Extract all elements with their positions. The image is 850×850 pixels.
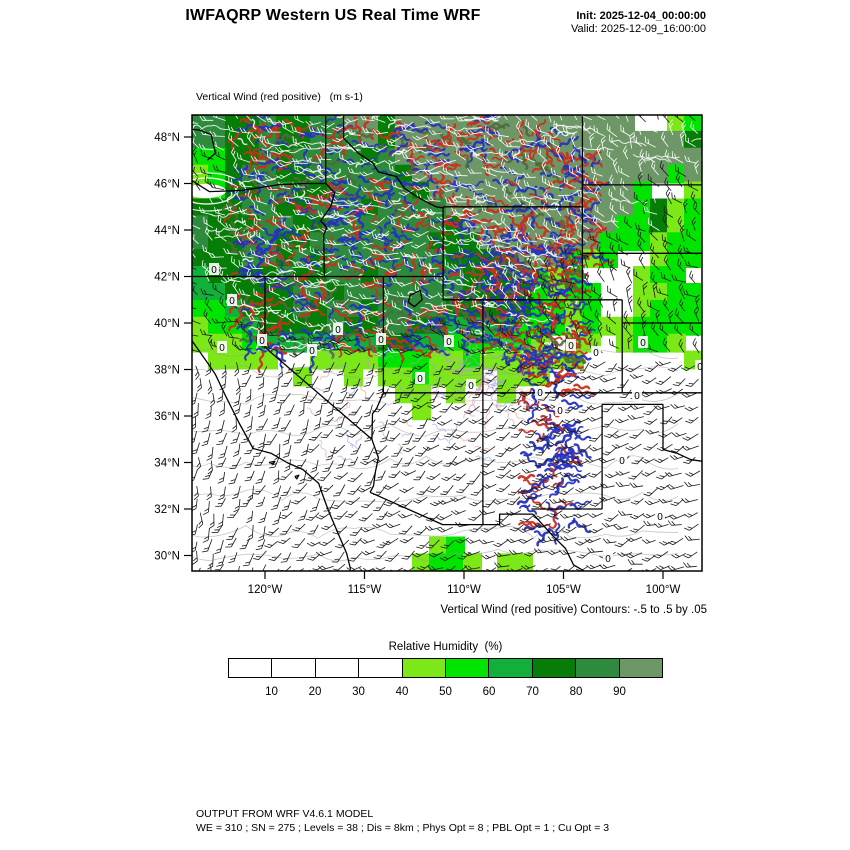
lat-tick-label: 48°N — [154, 132, 180, 144]
lon-tick-label: 115°W — [347, 584, 382, 596]
colorbar-tick-labels — [228, 686, 663, 700]
zero-label: 0 — [537, 388, 543, 399]
colorbar-tick-label: 10 — [265, 686, 278, 698]
colorbar-tick-label: 50 — [439, 686, 452, 698]
zero-label: 0 — [335, 325, 341, 336]
legend-line-vertical-wind: Vertical Wind (red positive) (m s-1) — [196, 91, 363, 103]
lat-tick-label: 36°N — [154, 411, 180, 423]
zero-label: 0 — [378, 335, 384, 346]
lon-tick-label: 120°W — [247, 584, 283, 596]
lat-tick-label: 34°N — [154, 457, 180, 470]
colorbar-segment — [575, 659, 618, 677]
lon-tick-label: 110°W — [447, 584, 481, 596]
colorbar-segment — [271, 659, 314, 677]
colorbar-segment — [619, 659, 662, 677]
zero-label: 0 — [468, 381, 474, 392]
page-title: IWFAQRP Western US Real Time WRF — [185, 7, 481, 24]
lat-tick-label: 40°N — [154, 318, 180, 330]
zero-label: 0 — [259, 336, 265, 347]
lat-tick-label: 38°N — [154, 364, 180, 377]
zero-label: 0 — [557, 406, 563, 417]
colorbar-title: Relative Humidity (%) — [388, 641, 503, 653]
zero-label: 0 — [657, 512, 663, 523]
zero-label: 0 — [309, 346, 315, 357]
colorbar-segment — [315, 659, 358, 677]
valid-time-label: Valid: 2025-12-09_16:00:00 — [571, 23, 706, 35]
zero-label: 0 — [446, 337, 452, 348]
colorbar — [228, 658, 663, 678]
colorbar-tick-label: 60 — [482, 686, 496, 698]
zero-label: 0 — [619, 456, 625, 467]
colorbar-segment — [402, 659, 445, 677]
colorbar-tick-label: 90 — [613, 686, 626, 698]
lat-tick-label: 44°N — [154, 225, 180, 237]
lon-tick-label: 100°W — [645, 584, 681, 596]
zero-label: 0 — [568, 341, 574, 352]
lat-tick-label: 42°N — [154, 271, 180, 284]
colorbar-segment — [488, 659, 531, 677]
zero-label: 0 — [593, 348, 599, 359]
zero-label: 0 — [211, 265, 217, 276]
zero-label: 0 — [219, 343, 225, 354]
colorbar-tick-label: 20 — [308, 686, 322, 698]
footer-model-line: OUTPUT FROM WRF V4.6.1 MODEL — [196, 808, 374, 820]
zero-label: 0 — [640, 338, 646, 349]
colorbar-tick-label: 80 — [569, 686, 583, 698]
zero-label: 0 — [697, 362, 703, 373]
colorbar-tick-label: 70 — [526, 686, 539, 698]
zero-label: 0 — [634, 391, 640, 402]
zero-label: 0 — [417, 374, 423, 385]
colorbar-tick-label: 40 — [395, 686, 409, 698]
colorbar-segment — [358, 659, 401, 677]
contour-range-caption: Vertical Wind (red positive) Contours: -.5 to .5 by .05 — [440, 604, 707, 616]
lat-tick-label: 46°N — [154, 178, 180, 191]
colorbar-tick-label: 30 — [352, 686, 365, 698]
lon-tick-label: 105°W — [546, 584, 581, 596]
zero-label: 0 — [229, 296, 235, 307]
colorbar-segment — [445, 659, 488, 677]
lat-tick-label: 30°N — [154, 550, 180, 563]
init-time-label: Init: 2025-12-04_00:00:00 — [576, 10, 706, 22]
colorbar-segment — [532, 659, 575, 677]
lat-tick-label: 32°N — [154, 504, 180, 516]
footer-config-line: WE = 310 ; SN = 275 ; Levels = 38 ; Dis = 8km ; Phys Opt = 8 ; PBL Opt = 1 ; Cu Opt = 3 — [196, 822, 610, 834]
colorbar-segment — [229, 659, 271, 677]
zero-label: 0 — [605, 554, 611, 565]
